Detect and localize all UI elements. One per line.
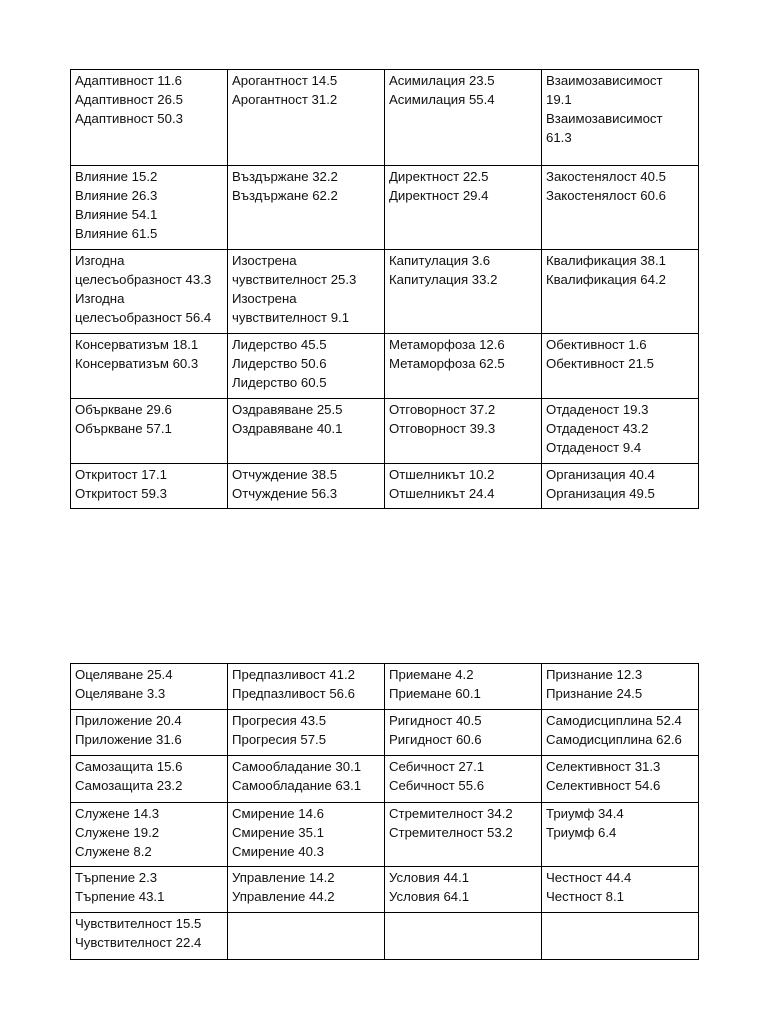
table-cell — [542, 464, 699, 509]
table-cell — [71, 464, 228, 509]
cell-entry: Търпение 2.3 — [75, 870, 158, 885]
cell-entry: Взаимозависимост — [546, 73, 663, 88]
cell-entry: чувствителност 25.3 — [232, 272, 357, 287]
table-row — [71, 166, 699, 250]
table-cell — [542, 250, 699, 334]
index-table-1 — [70, 69, 699, 509]
table-cell — [71, 803, 228, 867]
cell-entry: Изострена — [232, 253, 297, 268]
cell-entry: Изострена — [232, 291, 297, 306]
cell-entry: Оздравяване 25.5 — [232, 402, 343, 417]
cell-entry: Самозащита 15.6 — [75, 759, 183, 774]
cell-entry: Себичност 27.1 — [389, 759, 485, 774]
cell-entry: Чувствителност 22.4 — [75, 935, 202, 950]
cell-entry: Квалификация 64.2 — [546, 272, 666, 287]
index-table-2 — [70, 663, 699, 960]
cell-entry: Оцеляване 3.3 — [75, 686, 166, 701]
cell-entry: Лидерство 50.6 — [232, 356, 327, 371]
cell-entry: Самодисциплина 62.6 — [546, 732, 682, 747]
cell-entry: Въздържане 32.2 — [232, 169, 338, 184]
cell-entry: Отговорност 39.3 — [389, 421, 496, 436]
cell-entry: Приложение 31.6 — [75, 732, 182, 747]
cell-entry: Приемане 60.1 — [389, 686, 481, 701]
table-cell — [71, 664, 228, 710]
cell-entry: Триумф 6.4 — [546, 825, 617, 840]
cell-entry: Адаптивност 50.3 — [75, 111, 183, 126]
table-cell — [385, 166, 542, 250]
cell-entry: Отчуждение 56.3 — [232, 486, 338, 501]
cell-entry: Приемане 4.2 — [389, 667, 474, 682]
table-cell — [385, 70, 542, 166]
cell-entry: Селективност 31.3 — [546, 759, 661, 774]
cell-entry: Ригидност 60.6 — [389, 732, 482, 747]
table-cell — [71, 334, 228, 399]
table-row — [71, 710, 699, 756]
table-cell — [71, 399, 228, 464]
table-cell — [228, 464, 385, 509]
cell-entry: Въздържане 62.2 — [232, 188, 338, 203]
cell-entry: Признание 24.5 — [546, 686, 643, 701]
table-cell — [542, 803, 699, 867]
table-cell — [228, 756, 385, 803]
table-cell — [385, 664, 542, 710]
cell-entry: Ригидност 40.5 — [389, 713, 482, 728]
cell-entry: Условия 44.1 — [389, 870, 470, 885]
cell-entry: Директност 22.5 — [389, 169, 489, 184]
cell-entry: Арогантност 14.5 — [232, 73, 338, 88]
table-cell — [385, 756, 542, 803]
cell-entry: Взаимозависимост — [546, 111, 663, 126]
cell-entry: Адаптивност 11.6 — [75, 73, 182, 88]
cell-entry: чувствителност 9.1 — [232, 310, 350, 325]
cell-entry: Влияние 54.1 — [75, 207, 158, 222]
cell-entry: Асимилация 23.5 — [389, 73, 495, 88]
cell-entry: Предпазливост 56.6 — [232, 686, 355, 701]
table-cell — [542, 867, 699, 913]
table-row — [71, 867, 699, 913]
table-cell — [542, 70, 699, 166]
table-cell — [385, 867, 542, 913]
cell-entry: Самообладание 63.1 — [232, 778, 362, 793]
table-cell — [71, 913, 228, 960]
cell-entry: Изгодна — [75, 291, 125, 306]
table-cell — [228, 803, 385, 867]
table-row — [71, 913, 699, 960]
table-cell — [385, 803, 542, 867]
cell-entry: Предпазливост 41.2 — [232, 667, 355, 682]
cell-entry: Отшелникът 24.4 — [389, 486, 495, 501]
table-row — [71, 70, 699, 166]
cell-entry: Метаморфоза 62.5 — [389, 356, 505, 371]
cell-entry: Консерватизъм 60.3 — [75, 356, 199, 371]
table-cell — [542, 664, 699, 710]
cell-entry: Откритост 17.1 — [75, 467, 167, 482]
cell-entry: Приложение 20.4 — [75, 713, 182, 728]
cell-entry: Честност 8.1 — [546, 889, 625, 904]
table-cell — [542, 334, 699, 399]
cell-entry: Закостенялост 40.5 — [546, 169, 666, 184]
cell-entry: Объркване 29.6 — [75, 402, 172, 417]
cell-entry: Служене 8.2 — [75, 844, 152, 859]
table-row — [71, 399, 699, 464]
table-cell — [228, 70, 385, 166]
cell-entry: Арогантност 31.2 — [232, 92, 338, 107]
table-cell — [71, 250, 228, 334]
table-cell — [228, 664, 385, 710]
cell-entry: Прогресия 57.5 — [232, 732, 327, 747]
cell-entry: Метаморфоза 12.6 — [389, 337, 505, 352]
cell-entry: Капитулация 3.6 — [389, 253, 491, 268]
cell-entry: Обективност 21.5 — [546, 356, 654, 371]
cell-entry: Изгодна — [75, 253, 125, 268]
table-cell — [228, 166, 385, 250]
cell-entry: Прогресия 43.5 — [232, 713, 327, 728]
table-row — [71, 334, 699, 399]
table-cell — [228, 710, 385, 756]
table-cell — [228, 913, 385, 960]
cell-entry: Откритост 59.3 — [75, 486, 167, 501]
cell-entry: Отговорност 37.2 — [389, 402, 496, 417]
table-row — [71, 756, 699, 803]
table-cell — [228, 867, 385, 913]
cell-entry: Закостенялост 60.6 — [546, 188, 666, 203]
cell-entry: Объркване 57.1 — [75, 421, 172, 436]
cell-entry: Консерватизъм 18.1 — [75, 337, 199, 352]
table-cell — [542, 710, 699, 756]
table-cell — [71, 756, 228, 803]
cell-entry: Себичност 55.6 — [389, 778, 485, 793]
cell-entry: Квалификация 38.1 — [546, 253, 666, 268]
table-row — [71, 464, 699, 509]
table-row — [71, 803, 699, 867]
cell-entry: Отдаденост 9.4 — [546, 440, 642, 455]
table-cell — [385, 710, 542, 756]
cell-entry: Управление 14.2 — [232, 870, 335, 885]
cell-entry: Самозащита 23.2 — [75, 778, 183, 793]
cell-entry: Отдаденост 19.3 — [546, 402, 649, 417]
cell-entry: Смирение 14.6 — [232, 806, 324, 821]
cell-entry: Триумф 34.4 — [546, 806, 624, 821]
cell-entry: Смирение 40.3 — [232, 844, 324, 859]
cell-entry: Капитулация 33.2 — [389, 272, 498, 287]
table-cell — [542, 756, 699, 803]
cell-entry: 19.1 — [546, 92, 572, 107]
cell-entry: Стремителност 53.2 — [389, 825, 513, 840]
cell-entry: Оздравяване 40.1 — [232, 421, 343, 436]
cell-entry: Честност 44.4 — [546, 870, 632, 885]
table-cell — [71, 166, 228, 250]
cell-entry: Отчуждение 38.5 — [232, 467, 338, 482]
table-cell — [542, 166, 699, 250]
table-cell — [385, 250, 542, 334]
cell-entry: Лидерство 60.5 — [232, 375, 327, 390]
cell-entry: Организация 40.4 — [546, 467, 655, 482]
cell-entry: Директност 29.4 — [389, 188, 489, 203]
table-cell — [385, 913, 542, 960]
table-cell — [385, 399, 542, 464]
cell-entry: 61.3 — [546, 130, 572, 145]
cell-entry: Търпение 43.1 — [75, 889, 165, 904]
table-cell — [71, 70, 228, 166]
cell-entry: Смирение 35.1 — [232, 825, 324, 840]
table-cell — [228, 334, 385, 399]
cell-entry: Отшелникът 10.2 — [389, 467, 495, 482]
table-cell — [228, 399, 385, 464]
cell-entry: Организация 49.5 — [546, 486, 655, 501]
cell-entry: Обективност 1.6 — [546, 337, 647, 352]
cell-entry: Признание 12.3 — [546, 667, 643, 682]
table-cell — [71, 867, 228, 913]
cell-entry: Чувствителност 15.5 — [75, 916, 202, 931]
cell-entry: Служене 19.2 — [75, 825, 160, 840]
table-cell — [385, 334, 542, 399]
cell-entry: Самодисциплина 52.4 — [546, 713, 682, 728]
cell-entry: Лидерство 45.5 — [232, 337, 327, 352]
table-row — [71, 664, 699, 710]
table-cell — [71, 710, 228, 756]
table-cell — [385, 464, 542, 509]
cell-entry: Отдаденост 43.2 — [546, 421, 649, 436]
cell-entry: Оцеляване 25.4 — [75, 667, 173, 682]
cell-entry: Условия 64.1 — [389, 889, 470, 904]
cell-entry: Влияние 26.3 — [75, 188, 158, 203]
cell-entry: Адаптивност 26.5 — [75, 92, 183, 107]
table-cell — [228, 250, 385, 334]
table-cell — [542, 399, 699, 464]
cell-entry: Служене 14.3 — [75, 806, 160, 821]
cell-entry: Влияние 61.5 — [75, 226, 158, 241]
cell-entry: Влияние 15.2 — [75, 169, 158, 184]
table-cell — [542, 913, 699, 960]
cell-entry: Самообладание 30.1 — [232, 759, 362, 774]
cell-entry: Управление 44.2 — [232, 889, 335, 904]
cell-entry: целесъобразност 43.3 — [75, 272, 212, 287]
cell-entry: Асимилация 55.4 — [389, 92, 495, 107]
table-row — [71, 250, 699, 334]
cell-entry: Стремителност 34.2 — [389, 806, 513, 821]
cell-entry: целесъобразност 56.4 — [75, 310, 212, 325]
cell-entry: Селективност 54.6 — [546, 778, 661, 793]
